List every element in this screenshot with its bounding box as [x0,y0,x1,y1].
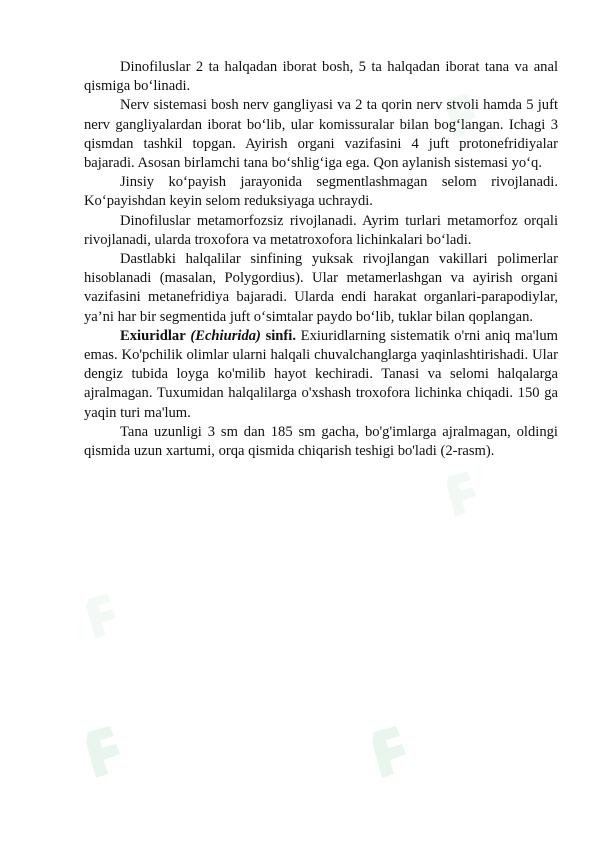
paragraph-dinofilus-body: Dinofiluslar 2 ta halqadan iborat bosh, 5 ta halqadan iborat tana va anal qismiga bo‘linadi. [84,59,558,95]
section-term: Exiuridlar [120,327,186,344]
paragraph-development: Dinofiluslar metamorfozsiz rivojlanadi. Ayrim turlari metamorfoz orqali rivojlanadi, ularda troxofora va metatroxofora lichinkalari bo‘ladi. [84,212,558,248]
logo-watermark-icon [440,468,486,520]
logo-watermark-icon [366,722,416,782]
paragraph-body-length: Tana uzunligi 3 sm dan 185 sm gacha, bo'g'imlarga ajralmagan, oldingi qismida uzun xartumi, orqa qismida chiqarish teshigi bo'ladi (2-rasm). [84,423,558,460]
section-latin-term: (Echiurida) [190,327,261,344]
paragraph-echiurida [84,327,558,423]
paragraph-reproduction: Jinsiy ko‘payish jarayonida segmentlashmagan selom rivojlanadi. Ko‘payishdan keyin selom reduksiyaga uchraydi. [84,174,558,210]
logo-watermark-icon [80,590,126,642]
logo-watermark-icon [80,722,130,782]
paragraph-echiurida-body: Exiuridlarning sistematik o'rni aniq ma'lum emas. Ko'pchilik olimlar ularni halqali chuvalchanglarga yaqinlashtirishadi. Ular dengiz tubida loyga ko'milib hayot kechiradi. Tanasi va selomi halqalarga ajralmagan. Tuxumidan halqalilarga o'xshash troxofora lichinka chiqadi. 150 ga yaqin turi ma'lum. [84,327,559,421]
paragraph-nervous-system: Nerv sistemasi bosh nerv gangliyasi va 2 ta qorin nerv stvoli hamda 5 juft nerv gangliyalardan iborat bo‘lib, ular komissuralar bilan bog‘langan. Ichagi 3 qismdan tashkil topgan. Ayirish organi vazifasini 4 juft protonefridiyalar bajaradi. Asosan birlamchi tana bo‘shlig‘iga ega. Qon aylanish sistemasi yo‘q. [84,97,558,172]
section-class-label: sinfi. [265,327,296,344]
body-text [84,58,558,461]
paragraph-polymers: Dastlabki halqalilar sinfining yuksak rivojlangan vakillari polimerlar hisoblanadi (masalan, Polygordius). Ular metamerlashgan va ayirish organi vazifasini metanefridiya bajaradi. Ularda endi harakat organlari-parapodiylar, ya’ni har bir segmentida juft o‘simtalar paydo bo‘lib, tuklar bilan qoplangan. [84,251,558,325]
